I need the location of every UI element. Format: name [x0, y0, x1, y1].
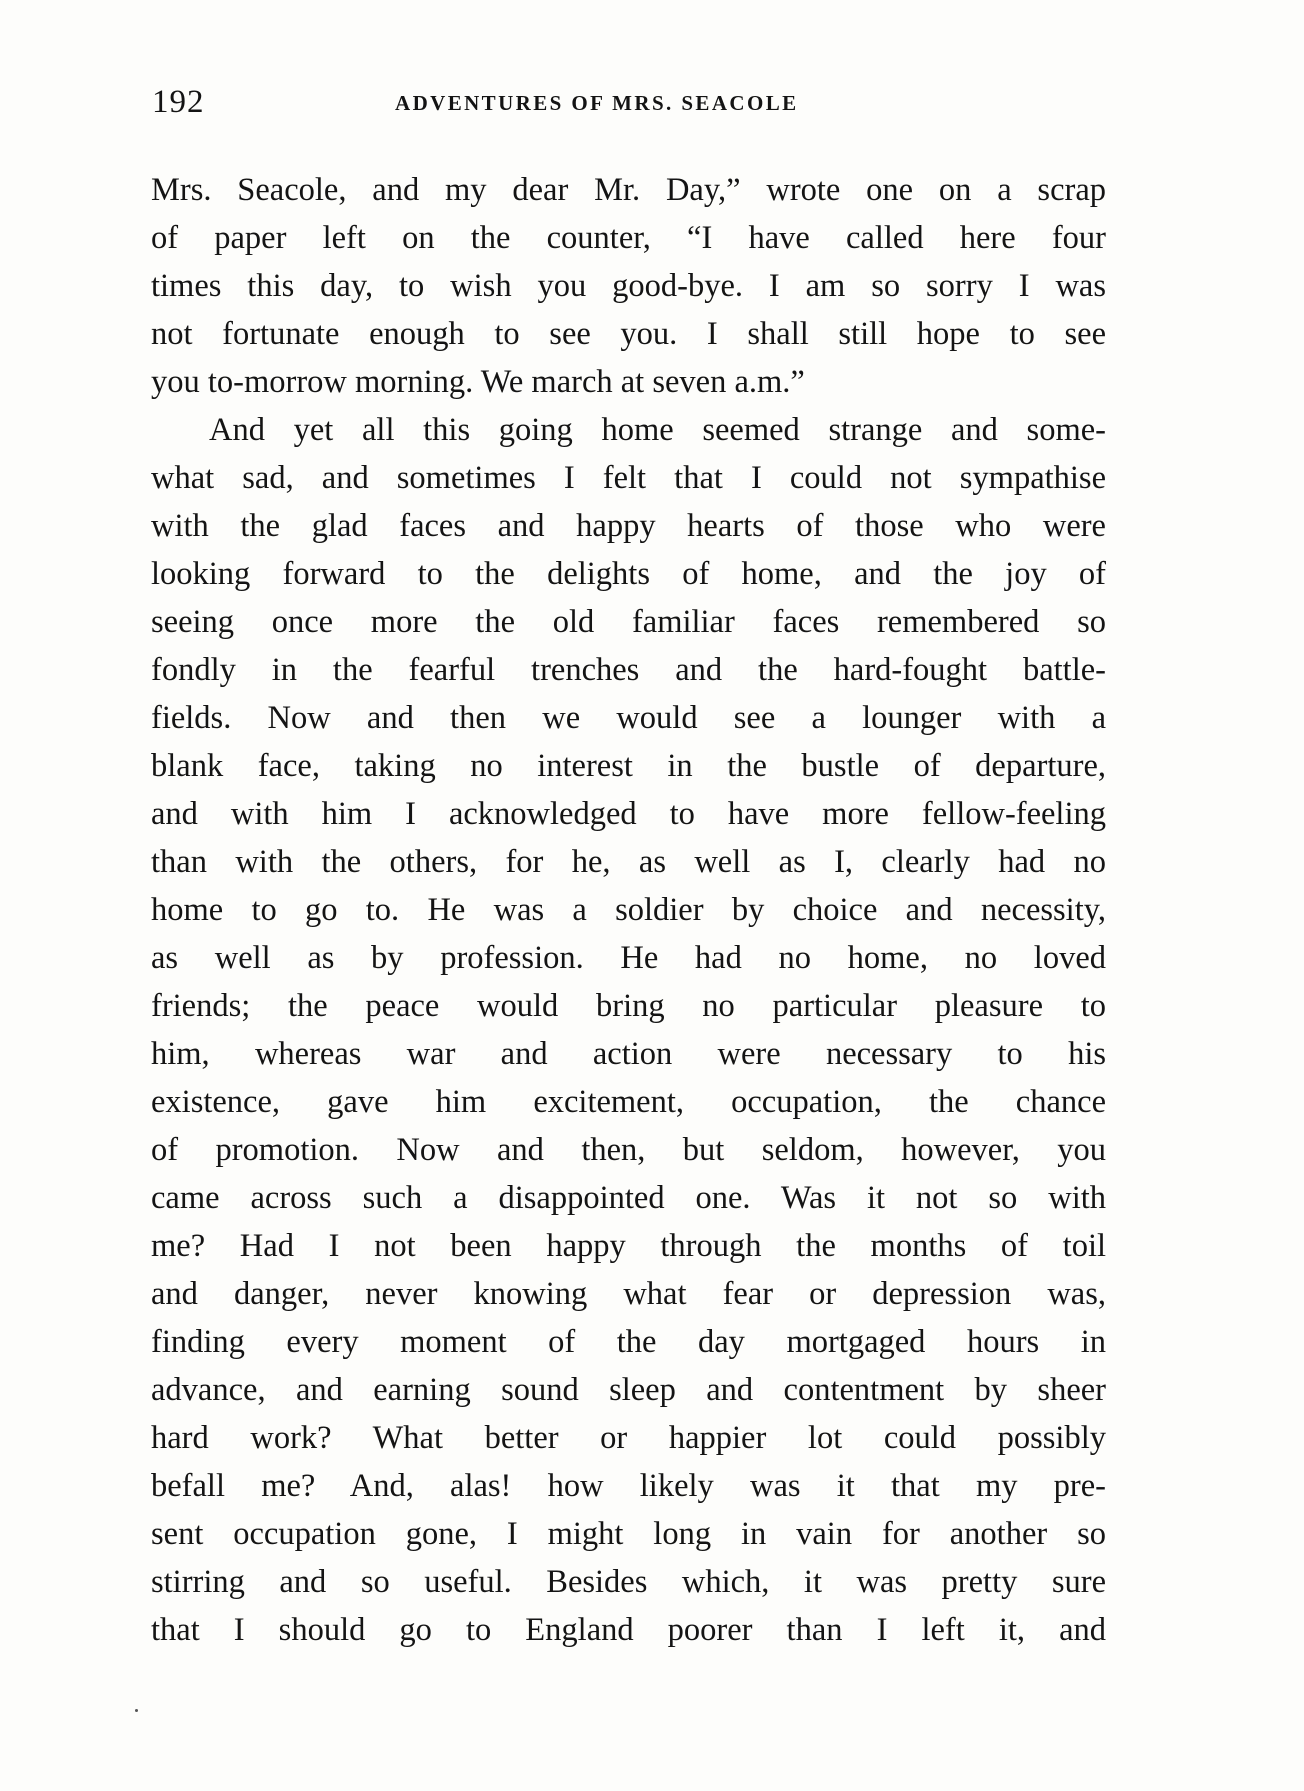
text-line: fields. Now and then we would see a lounger with a: [151, 700, 1106, 736]
text-line: befall me? And, alas! how likely was it that my pre-: [151, 1468, 1106, 1504]
page-number: 192: [152, 84, 205, 120]
text-line: times this day, to wish you good-bye. I am so sorry I was: [151, 268, 1106, 304]
text-line: stirring and so useful. Besides which, it was pretty sure: [151, 1564, 1106, 1600]
text-line: of paper left on the counter, “I have called here four: [151, 220, 1106, 256]
text-line: home to go to. He was a soldier by choice and necessity,: [151, 892, 1106, 928]
text-line: him, whereas war and action were necessary to his: [151, 1036, 1106, 1072]
text-line: me? Had I not been happy through the months of toil: [151, 1228, 1106, 1264]
text-line: you to-morrow morning. We march at seven a.m.”: [151, 364, 805, 400]
text-line: as well as by profession. He had no home, no loved: [151, 940, 1106, 976]
running-title: ADVENTURES OF MRS. SEACOLE: [395, 91, 799, 115]
text-line: sent occupation gone, I might long in vain for another so: [151, 1516, 1106, 1552]
text-line: Mrs. Seacole, and my dear Mr. Day,” wrote one on a scrap: [151, 172, 1106, 208]
text-line: and with him I acknowledged to have more fellow-feeling: [151, 796, 1106, 832]
text-line: fondly in the fearful trenches and the hard-fought battle-: [151, 652, 1106, 688]
body-text: [151, 166, 1106, 1654]
text-line: than with the others, for he, as well as I, clearly had no: [151, 844, 1106, 880]
text-line: that I should go to England poorer than I left it, and: [151, 1612, 1106, 1648]
text-line: what sad, and sometimes I felt that I could not sympathise: [151, 460, 1106, 496]
print-speck: [135, 1709, 138, 1712]
text-line: with the glad faces and happy hearts of those who were: [151, 508, 1106, 544]
text-line: friends; the peace would bring no particular pleasure to: [151, 988, 1106, 1024]
text-line: of promotion. Now and then, but seldom, however, you: [151, 1132, 1106, 1168]
text-line: finding every moment of the day mortgaged hours in: [151, 1324, 1106, 1360]
text-line: and danger, never knowing what fear or depression was,: [151, 1276, 1106, 1312]
text-line: hard work? What better or happier lot could possibly: [151, 1420, 1106, 1456]
text-line: looking forward to the delights of home, and the joy of: [151, 556, 1106, 592]
text-line: And yet all this going home seemed strange and some-: [209, 412, 1106, 448]
text-line: came across such a disappointed one. Was it not so with: [151, 1180, 1106, 1216]
running-head: [152, 82, 1102, 122]
text-line: existence, gave him excitement, occupation, the chance: [151, 1084, 1106, 1120]
text-line: advance, and earning sound sleep and contentment by sheer: [151, 1372, 1106, 1408]
text-line: blank face, taking no interest in the bustle of departure,: [151, 748, 1106, 784]
text-line: not fortunate enough to see you. I shall still hope to see: [151, 316, 1106, 352]
text-line: seeing once more the old familiar faces remembered so: [151, 604, 1106, 640]
